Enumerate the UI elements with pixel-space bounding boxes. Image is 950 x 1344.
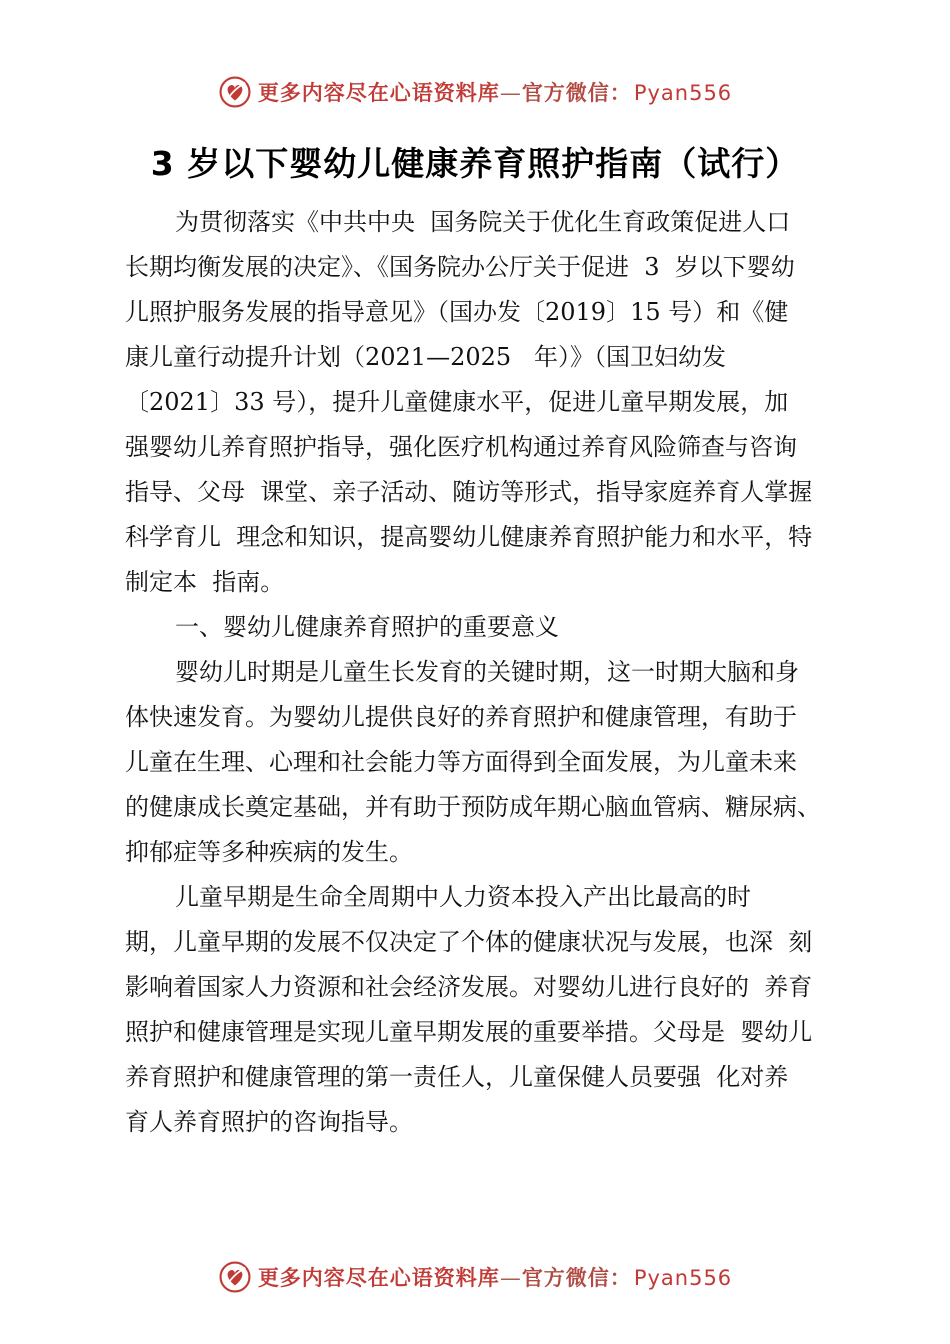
banner-library-name: 更多内容尽在心语资料库 (257, 1266, 500, 1290)
heart-logo-icon (218, 1260, 252, 1294)
text-line: 儿童早期是生命全周期中人力资本投入产出比最高的时 (175, 883, 751, 911)
text-line: 体快速发育。为婴幼儿提供良好的养育照护和健康管理，有助于 (125, 703, 797, 731)
paragraph-early-childhood (125, 875, 830, 1145)
text-line: 期，儿童早期的发展不仅决定了个体的健康状况与发展，也深 刻 (125, 928, 813, 956)
paragraph-intro (125, 200, 830, 605)
text-line: 制定本 指南。 (125, 568, 285, 596)
text-line: 抑郁症等多种疾病的发生。 (125, 838, 413, 866)
text-line: 〔2021〕33 号），提升儿童健康水平，促进儿童早期发展，加 (125, 388, 789, 416)
banner-wechat-account: Pyan556 (633, 81, 733, 105)
text-line: 儿童在生理、心理和社会能力等方面得到全面发展，为儿童未来 (125, 748, 797, 776)
text-line: 强婴幼儿养育照护指导，强化医疗机构通过养育风险筛查与咨询 (125, 433, 797, 461)
banner-text (258, 77, 732, 107)
footer-banner (0, 1257, 950, 1297)
text-line: 婴幼儿时期是儿童生长发育的关键时期，这一时期大脑和身 (175, 658, 799, 686)
text-line: 儿照护服务发展的指导意见》（国办发〔2019〕15 号）和《健 (125, 298, 789, 326)
document-body (125, 200, 830, 1145)
banner-library-name: 更多内容尽在心语资料库 (257, 81, 500, 105)
paragraph-significance (125, 650, 830, 875)
text-line: 影响着国家人力资源和社会经济发展。对婴幼儿进行良好的 养育 (125, 973, 813, 1001)
banner-text (258, 1262, 732, 1292)
text-line: 康儿童行动提升计划（2021—2025 年）》（国卫妇幼发 (125, 343, 727, 371)
text-line: 育人养育照护的咨询指导。 (125, 1108, 413, 1136)
banner-wechat-label: 官方微信： (521, 81, 632, 105)
document-title: 3 岁以下婴幼儿健康养育照护指南（试行） (150, 144, 800, 183)
banner-dash: — (499, 1266, 522, 1290)
text-line: 长期均衡发展的决定》、《国务院办公厅关于促进 3 岁以下婴幼 (125, 253, 795, 281)
text-line: 养育照护和健康管理的第一责任人，儿童保健人员要强 化对养 (125, 1063, 789, 1091)
heart-logo-icon (218, 75, 252, 109)
section-heading (125, 605, 830, 650)
header-banner (0, 72, 950, 112)
text-line: 为贯彻落实《中共中央 国务院关于优化生育政策促进人口 (175, 208, 791, 236)
section-heading-text: 一、婴幼儿健康养育照护的重要意义 (175, 613, 559, 641)
text-line: 科学育儿 理念和知识，提高婴幼儿健康养育照护能力和水平，特 (125, 523, 813, 551)
banner-dash: — (499, 81, 522, 105)
banner-wechat-account: Pyan556 (633, 1266, 733, 1290)
text-line: 照护和健康管理是实现儿童早期发展的重要举措。父母是 婴幼儿 (125, 1018, 813, 1046)
banner-wechat-label: 官方微信： (521, 1266, 632, 1290)
text-line: 的健康成长奠定基础，并有助于预防成年期心脑血管病、糖尿病、 (125, 793, 821, 821)
text-line: 指导、父母 课堂、亲子活动、随访等形式，指导家庭养育人掌握 (125, 478, 813, 506)
